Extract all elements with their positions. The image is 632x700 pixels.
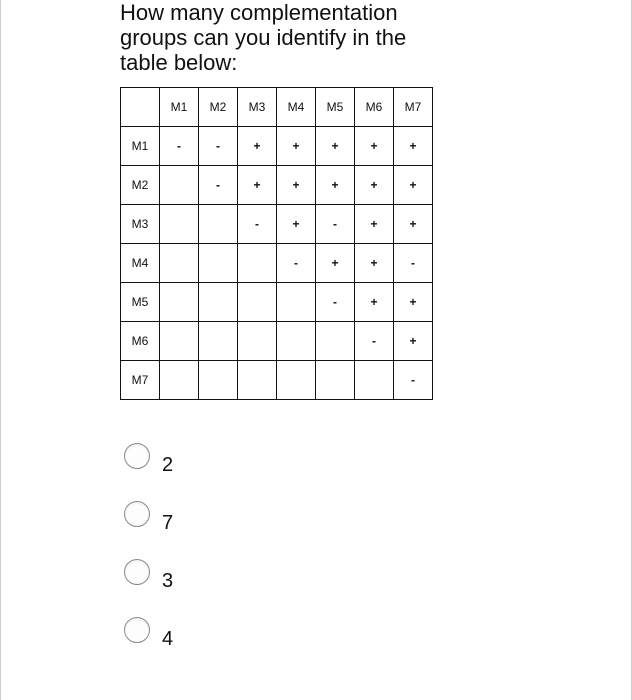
table-cell: +: [355, 283, 394, 322]
answer-option-label: 2: [162, 453, 174, 476]
table-cell: -: [316, 205, 355, 244]
table-cell: +: [394, 322, 433, 361]
question-text: How many complementation groups can you identify in the table below:: [120, 0, 407, 75]
table-cell: [238, 244, 277, 283]
column-header-m1: M1: [160, 88, 199, 127]
table-cell: +: [355, 166, 394, 205]
answer-option[interactable]: [124, 422, 173, 480]
table-cell: -: [355, 322, 394, 361]
table-cell: [160, 283, 199, 322]
table-cell: +: [394, 283, 433, 322]
table-cell: [199, 361, 238, 400]
table-cell: -: [277, 244, 316, 283]
column-header-m6: M6: [355, 88, 394, 127]
row-header-m2: M2: [121, 166, 160, 205]
radio-button[interactable]: [124, 617, 150, 643]
table-cell: +: [316, 127, 355, 166]
column-header-m7: M7: [394, 88, 433, 127]
table-cell: [277, 283, 316, 322]
table-header-row: [121, 88, 433, 127]
table-cell: [160, 205, 199, 244]
table-cell: -: [394, 244, 433, 283]
row-header-m1: M1: [121, 127, 160, 166]
answer-option[interactable]: [124, 538, 173, 596]
table-cell: +: [238, 166, 277, 205]
column-header-m2: M2: [199, 88, 238, 127]
table-cell: -: [238, 205, 277, 244]
row-header-m5: M5: [121, 283, 160, 322]
table-cell: +: [238, 127, 277, 166]
table-cell: [199, 283, 238, 322]
answer-option[interactable]: [124, 596, 173, 654]
radio-button[interactable]: [124, 443, 150, 469]
complementation-table: [120, 87, 433, 400]
table-cell: [199, 244, 238, 283]
table-cell: [238, 322, 277, 361]
table-row: [121, 166, 433, 205]
table-cell: [160, 361, 199, 400]
answer-option[interactable]: [124, 480, 173, 538]
left-border: [0, 0, 1, 700]
radio-button[interactable]: [124, 559, 150, 585]
table-cell: [316, 322, 355, 361]
table-cell: [199, 322, 238, 361]
table-row: [121, 322, 433, 361]
table-cell: +: [394, 205, 433, 244]
table-cell: [238, 283, 277, 322]
table-cell: +: [316, 166, 355, 205]
row-header-m3: M3: [121, 205, 160, 244]
table-cell: [316, 361, 355, 400]
table-cell: +: [277, 166, 316, 205]
radio-button[interactable]: [124, 501, 150, 527]
column-header-m5: M5: [316, 88, 355, 127]
table-cell: +: [355, 127, 394, 166]
answer-option-label: 4: [162, 627, 174, 650]
table-cell: [277, 322, 316, 361]
table-row: [121, 361, 433, 400]
table-cell: +: [277, 127, 316, 166]
table-cell: +: [355, 205, 394, 244]
table-cell: +: [394, 127, 433, 166]
table-cell: -: [394, 361, 433, 400]
table-cell: [199, 205, 238, 244]
table-cell: -: [199, 127, 238, 166]
table-cell: +: [394, 166, 433, 205]
table-cell: +: [277, 205, 316, 244]
table-corner-cell: [121, 88, 160, 127]
answer-options: [124, 422, 173, 654]
table-cell: [160, 166, 199, 205]
table-row: [121, 283, 433, 322]
column-header-m4: M4: [277, 88, 316, 127]
column-header-m3: M3: [238, 88, 277, 127]
row-header-m6: M6: [121, 322, 160, 361]
table-row: [121, 244, 433, 283]
table-row: [121, 127, 433, 166]
table-cell: [160, 322, 199, 361]
table-cell: [277, 361, 316, 400]
table-cell: -: [316, 283, 355, 322]
table-cell: +: [355, 244, 394, 283]
answer-option-label: 7: [162, 511, 174, 534]
table-row: [121, 205, 433, 244]
row-header-m4: M4: [121, 244, 160, 283]
table-cell: -: [199, 166, 238, 205]
row-header-m7: M7: [121, 361, 160, 400]
table-cell: [238, 361, 277, 400]
table-cell: -: [160, 127, 199, 166]
table-cell: [355, 361, 394, 400]
table-cell: +: [316, 244, 355, 283]
table-cell: [160, 244, 199, 283]
answer-option-label: 3: [162, 569, 174, 592]
